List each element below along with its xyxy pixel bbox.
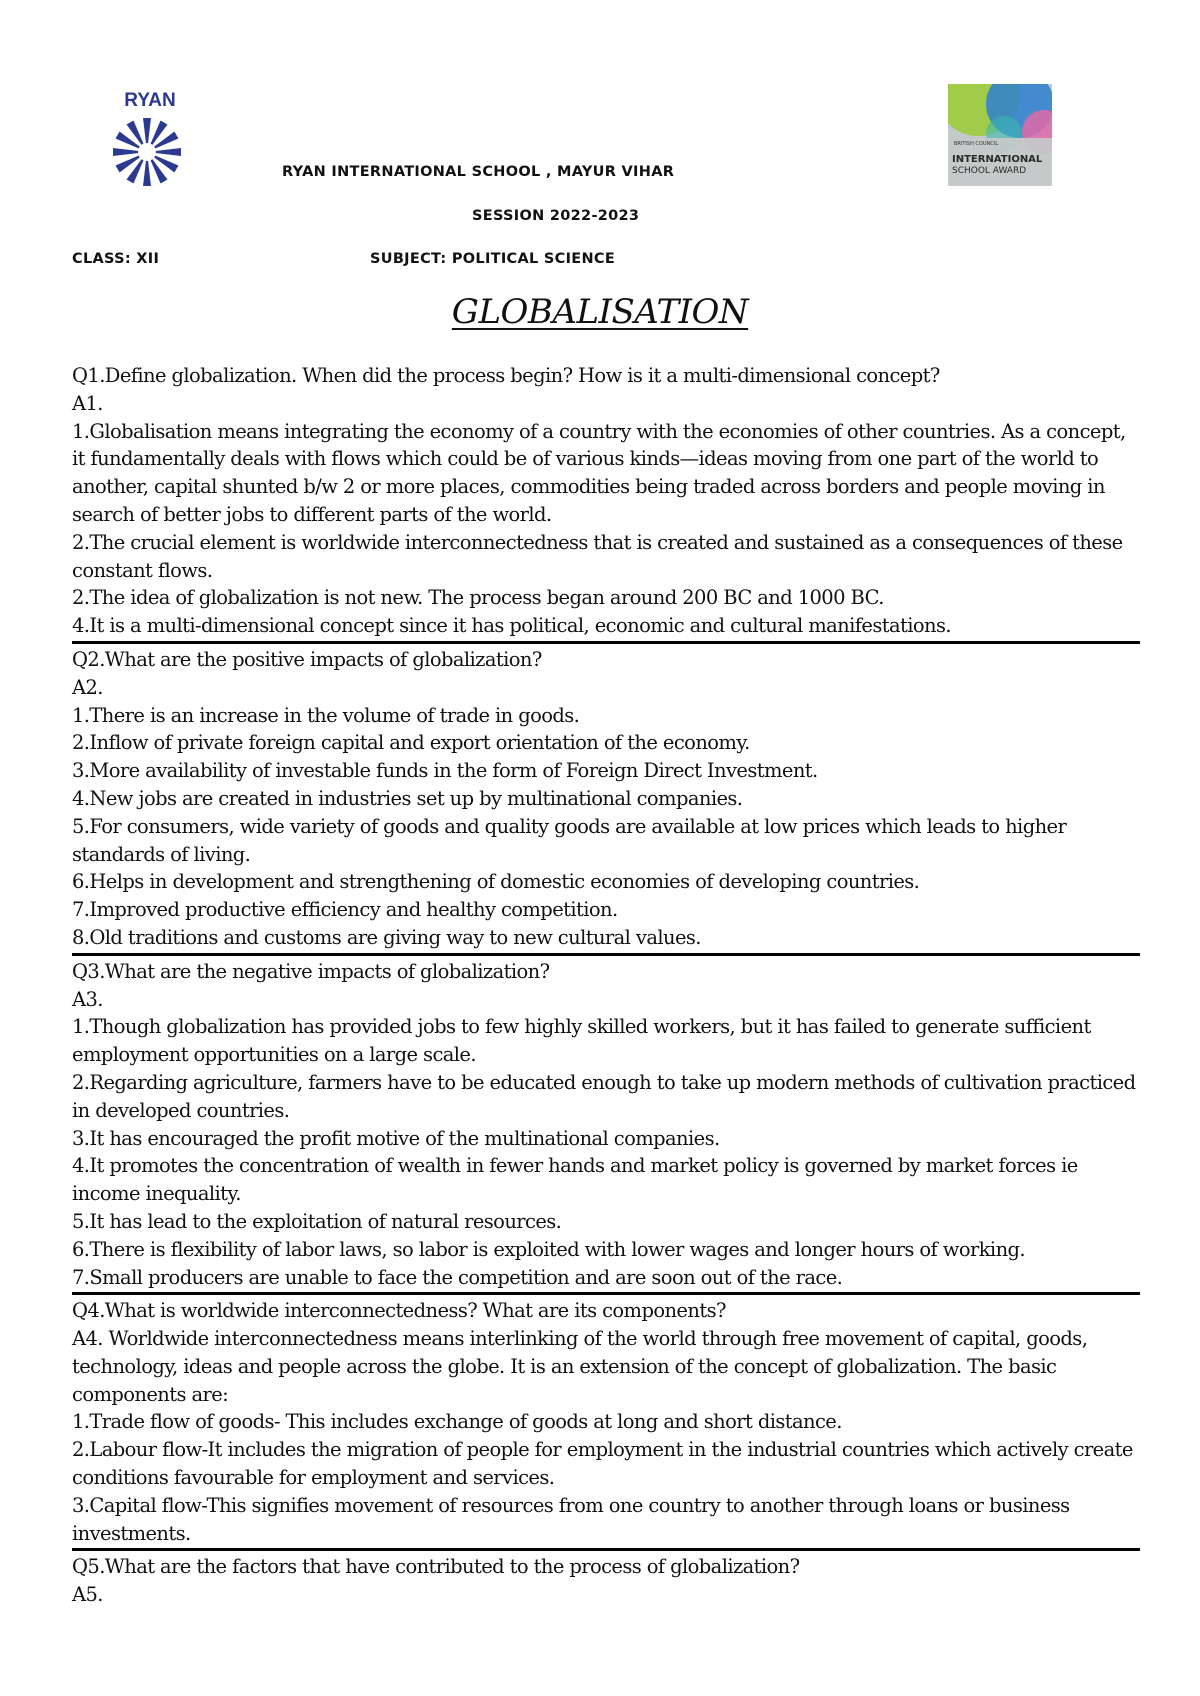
answer-5-label: A5. (72, 1583, 103, 1607)
answer-3-point: 2.Regarding agriculture, farmers have to be educated enough to take up modern methods of cultivation practiced in developed countries. (72, 1070, 1136, 1122)
question-block-5 (72, 1553, 1140, 1610)
school-name: RYAN INTERNATIONAL SCHOOL , MAYUR VIHAR (282, 164, 675, 180)
page-title: GLOBALISATION (451, 292, 749, 332)
class-label: CLASS: XII (72, 251, 160, 267)
ryan-logo-text: RYAN (124, 90, 176, 111)
question-block-4 (72, 1297, 1140, 1551)
answer-3-point: 4.It promotes the concentration of wealth in fewer hands and market policy is governed by market forces ie income inequality. (72, 1154, 1078, 1206)
answer-2-point: 3.More availability of investable funds in the form of Foreign Direct Investment. (72, 759, 818, 783)
answer-2-point: 6.Helps in development and strengthening of domestic economies of developing countries. (72, 870, 920, 894)
question-block-2 (72, 646, 1140, 956)
answer-4-point: 1.Trade flow of goods- This includes exchange of goods at long and short distance. (72, 1410, 842, 1434)
answer-2-point: 1.There is an increase in the volume of trade in goods. (72, 703, 580, 727)
international-school-award-logo (948, 84, 1052, 186)
question-1: Q1.Define globalization. When did the process begin? How is it a multi-dimensional concept? (72, 364, 940, 387)
question-2: Q2.What are the positive impacts of globalization? (72, 647, 542, 671)
answer-2-point: 4.New jobs are created in industries set up by multinational companies. (72, 786, 743, 810)
award-title-text: INTERNATIONAL (952, 154, 1043, 165)
answer-2-point: 8.Old traditions and customs are giving way to new cultural values. (72, 925, 701, 949)
answer-4-point: 2.Labour flow-It includes the migration of people for employment in the industrial countries which actively create conditions favourable for employment and services. (72, 1438, 1133, 1490)
answer-4-intro: A4. Worldwide interconnectedness means interlinking of the world through free movement of capital, goods, technology, ideas and people across the globe. It is an extension of the concept of globalization. The basic components are: (72, 1327, 1088, 1406)
answer-3-label: A3. (72, 987, 103, 1011)
answer-3-point: 3.It has encouraged the profit motive of the multinational companies. (72, 1126, 720, 1150)
answer-3-point: 7.Small producers are unable to face the competition and are soon out of the race. (72, 1265, 843, 1289)
answer-1-point: 1.Globalisation means integrating the economy of a country with the economies of other countries. As a concept, it fundamentally deals with flows which could be of various kinds—ideas moving from one part of the world to another, capital shunted b/w 2 or more places, commodities being traded across borders and people moving in search of better jobs to different parts of the world. (72, 419, 1126, 526)
answer-1-label: A1. (72, 391, 103, 415)
question-5: Q5.What are the factors that have contributed to the process of globalization? (72, 1555, 800, 1579)
question-block-1 (72, 362, 1140, 644)
british-council-text: BRITISH COUNCIL (954, 141, 999, 147)
ryan-emblem-icon (95, 90, 205, 190)
question-3: Q3.What are the negative impacts of globalization? (72, 959, 550, 983)
answer-2-point: 2.Inflow of private foreign capital and export orientation of the economy. (72, 731, 750, 755)
ryan-logo (95, 90, 205, 190)
answer-1-point: 2.The crucial element is worldwide interconnectedness that is created and sustained as a consequences of these constant flows. (72, 530, 1123, 582)
question-content (72, 362, 1140, 1612)
answer-3-point: 6.There is flexibility of labor laws, so labor is exploited with lower wages and longer hours of working. (72, 1237, 1026, 1261)
answer-4-point: 3.Capital flow-This signifies movement of resources from one country to another through loans or business investments. (72, 1493, 1070, 1545)
award-subtitle-text: SCHOOL AWARD (952, 166, 1027, 176)
answer-2-point: 5.For consumers, wide variety of goods and quality goods are available at low prices which leads to higher standards of living. (72, 814, 1067, 866)
answer-1-point: 2.The idea of globalization is not new. The process began around 200 BC and 1000 BC. (72, 586, 884, 610)
session-label: SESSION 2022-2023 (472, 208, 640, 224)
answer-1-point: 4.It is a multi-dimensional concept since it has political, economic and cultural manifestations. (72, 614, 951, 638)
subject-label: SUBJECT: POLITICAL SCIENCE (370, 251, 616, 267)
question-4: Q4.What is worldwide interconnectedness? What are its components? (72, 1299, 726, 1323)
answer-3-point: 5.It has lead to the exploitation of natural resources. (72, 1209, 562, 1233)
answer-2-label: A2. (72, 675, 103, 699)
question-block-3 (72, 958, 1140, 1296)
answer-2-point: 7.Improved productive efficiency and healthy competition. (72, 898, 618, 922)
answer-3-point: 1.Though globalization has provided jobs to few highly skilled workers, but it has failed to generate sufficient employment opportunities on a large scale. (72, 1015, 1091, 1067)
